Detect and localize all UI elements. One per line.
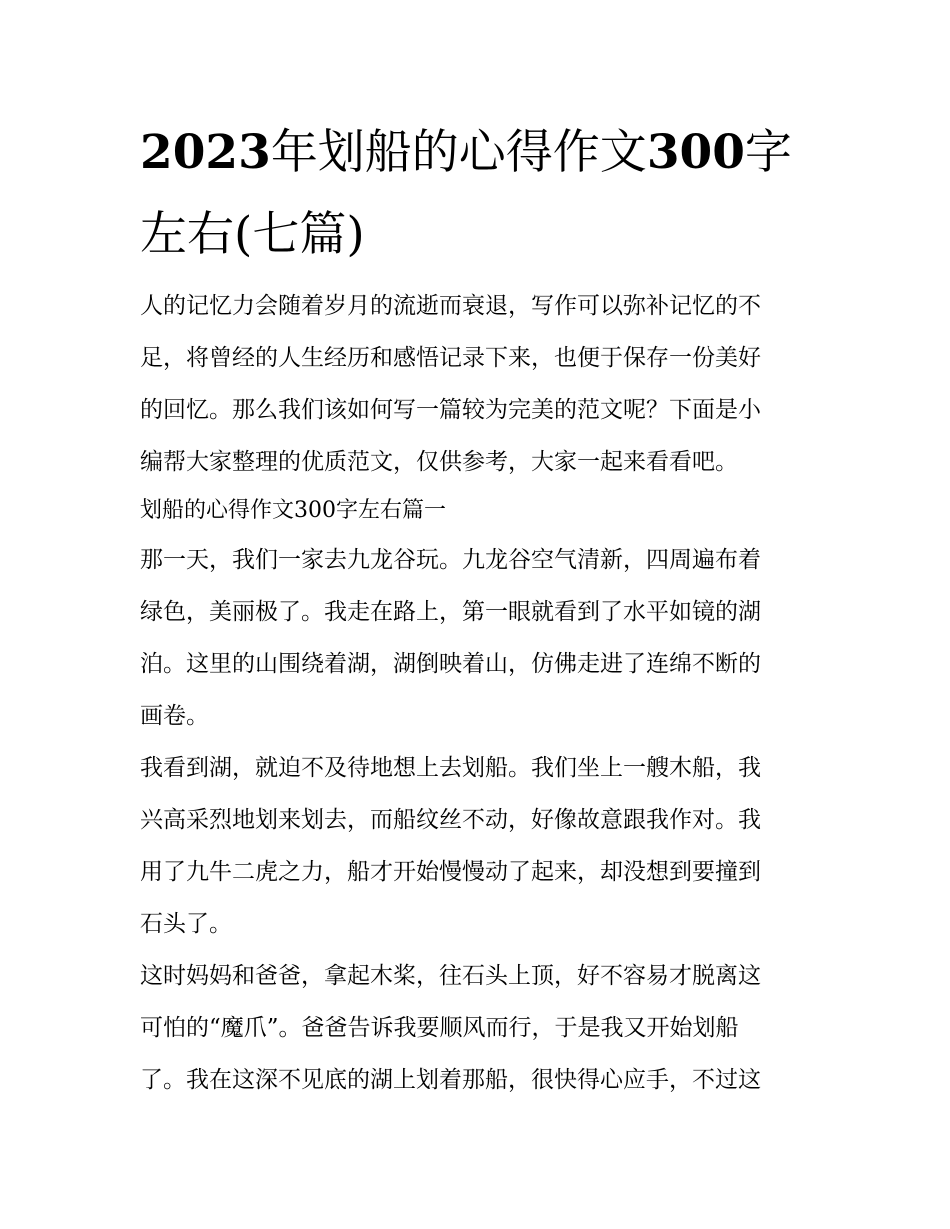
text-line: 的回忆。那么我们该如何写一篇较为完美的范文呢？下面是小: [140, 397, 761, 423]
title-text: 年划船的心得作文: [270, 125, 647, 180]
text-line: 绿色，美丽极了。我走在路上，第一眼就看到了水平如镜的湖: [140, 599, 761, 625]
title-text-end: 字: [744, 125, 792, 180]
text-line: 这时妈妈和爸爸，拿起木桨，往石头上顶，好不容易才脱离这: [140, 963, 761, 989]
document-title: [140, 112, 812, 276]
text-line: 人的记忆力会随着岁月的流逝而衰退，写作可以弥补记忆的不: [140, 293, 761, 319]
text-line: 画卷。: [140, 703, 209, 729]
text-line: 了。我在这深不见底的湖上划着那船，很快得心应手，不过这: [140, 1067, 761, 1093]
title-word-count: 300: [646, 125, 745, 180]
text-line: 足，将曾经的人生经历和感悟记录下来，也便于保存一份美好: [140, 345, 761, 371]
intro-paragraph: [140, 280, 812, 488]
text-line: 用了九牛二虎之力，船才开始慢慢动了起来，却没想到要撞到: [140, 859, 761, 885]
text-line: 石头了。: [140, 911, 232, 937]
section-heading: 划船的心得作文300字左右篇一: [140, 498, 446, 523]
text-line: 编帮大家整理的优质范文，仅供参考，大家一起来看看吧。: [140, 449, 738, 475]
title-year: 2023: [140, 125, 271, 180]
title-line-2: 左右(七篇): [140, 207, 365, 262]
title-line-1: [140, 112, 812, 194]
text-line: 可怕的“魔爪”。爸爸告诉我要顺风而行，于是我又开始划船: [140, 1015, 739, 1041]
body-paragraph: [140, 950, 812, 1106]
text-line: 我看到湖，就迫不及待地想上去划船。我们坐上一艘木船，我: [140, 755, 761, 781]
body-paragraph: [140, 534, 812, 742]
document-body: [140, 112, 812, 1106]
text-line: 那一天，我们一家去九龙谷玩。九龙谷空气清新，四周遍布着: [140, 547, 761, 573]
body-paragraph: [140, 742, 812, 950]
text-line: 兴高采烈地划来划去，而船纹丝不动，好像故意跟我作对。我: [140, 807, 761, 833]
text-line: 泊。这里的山围绕着湖，湖倒映着山，仿佛走进了连绵不断的: [140, 651, 761, 677]
